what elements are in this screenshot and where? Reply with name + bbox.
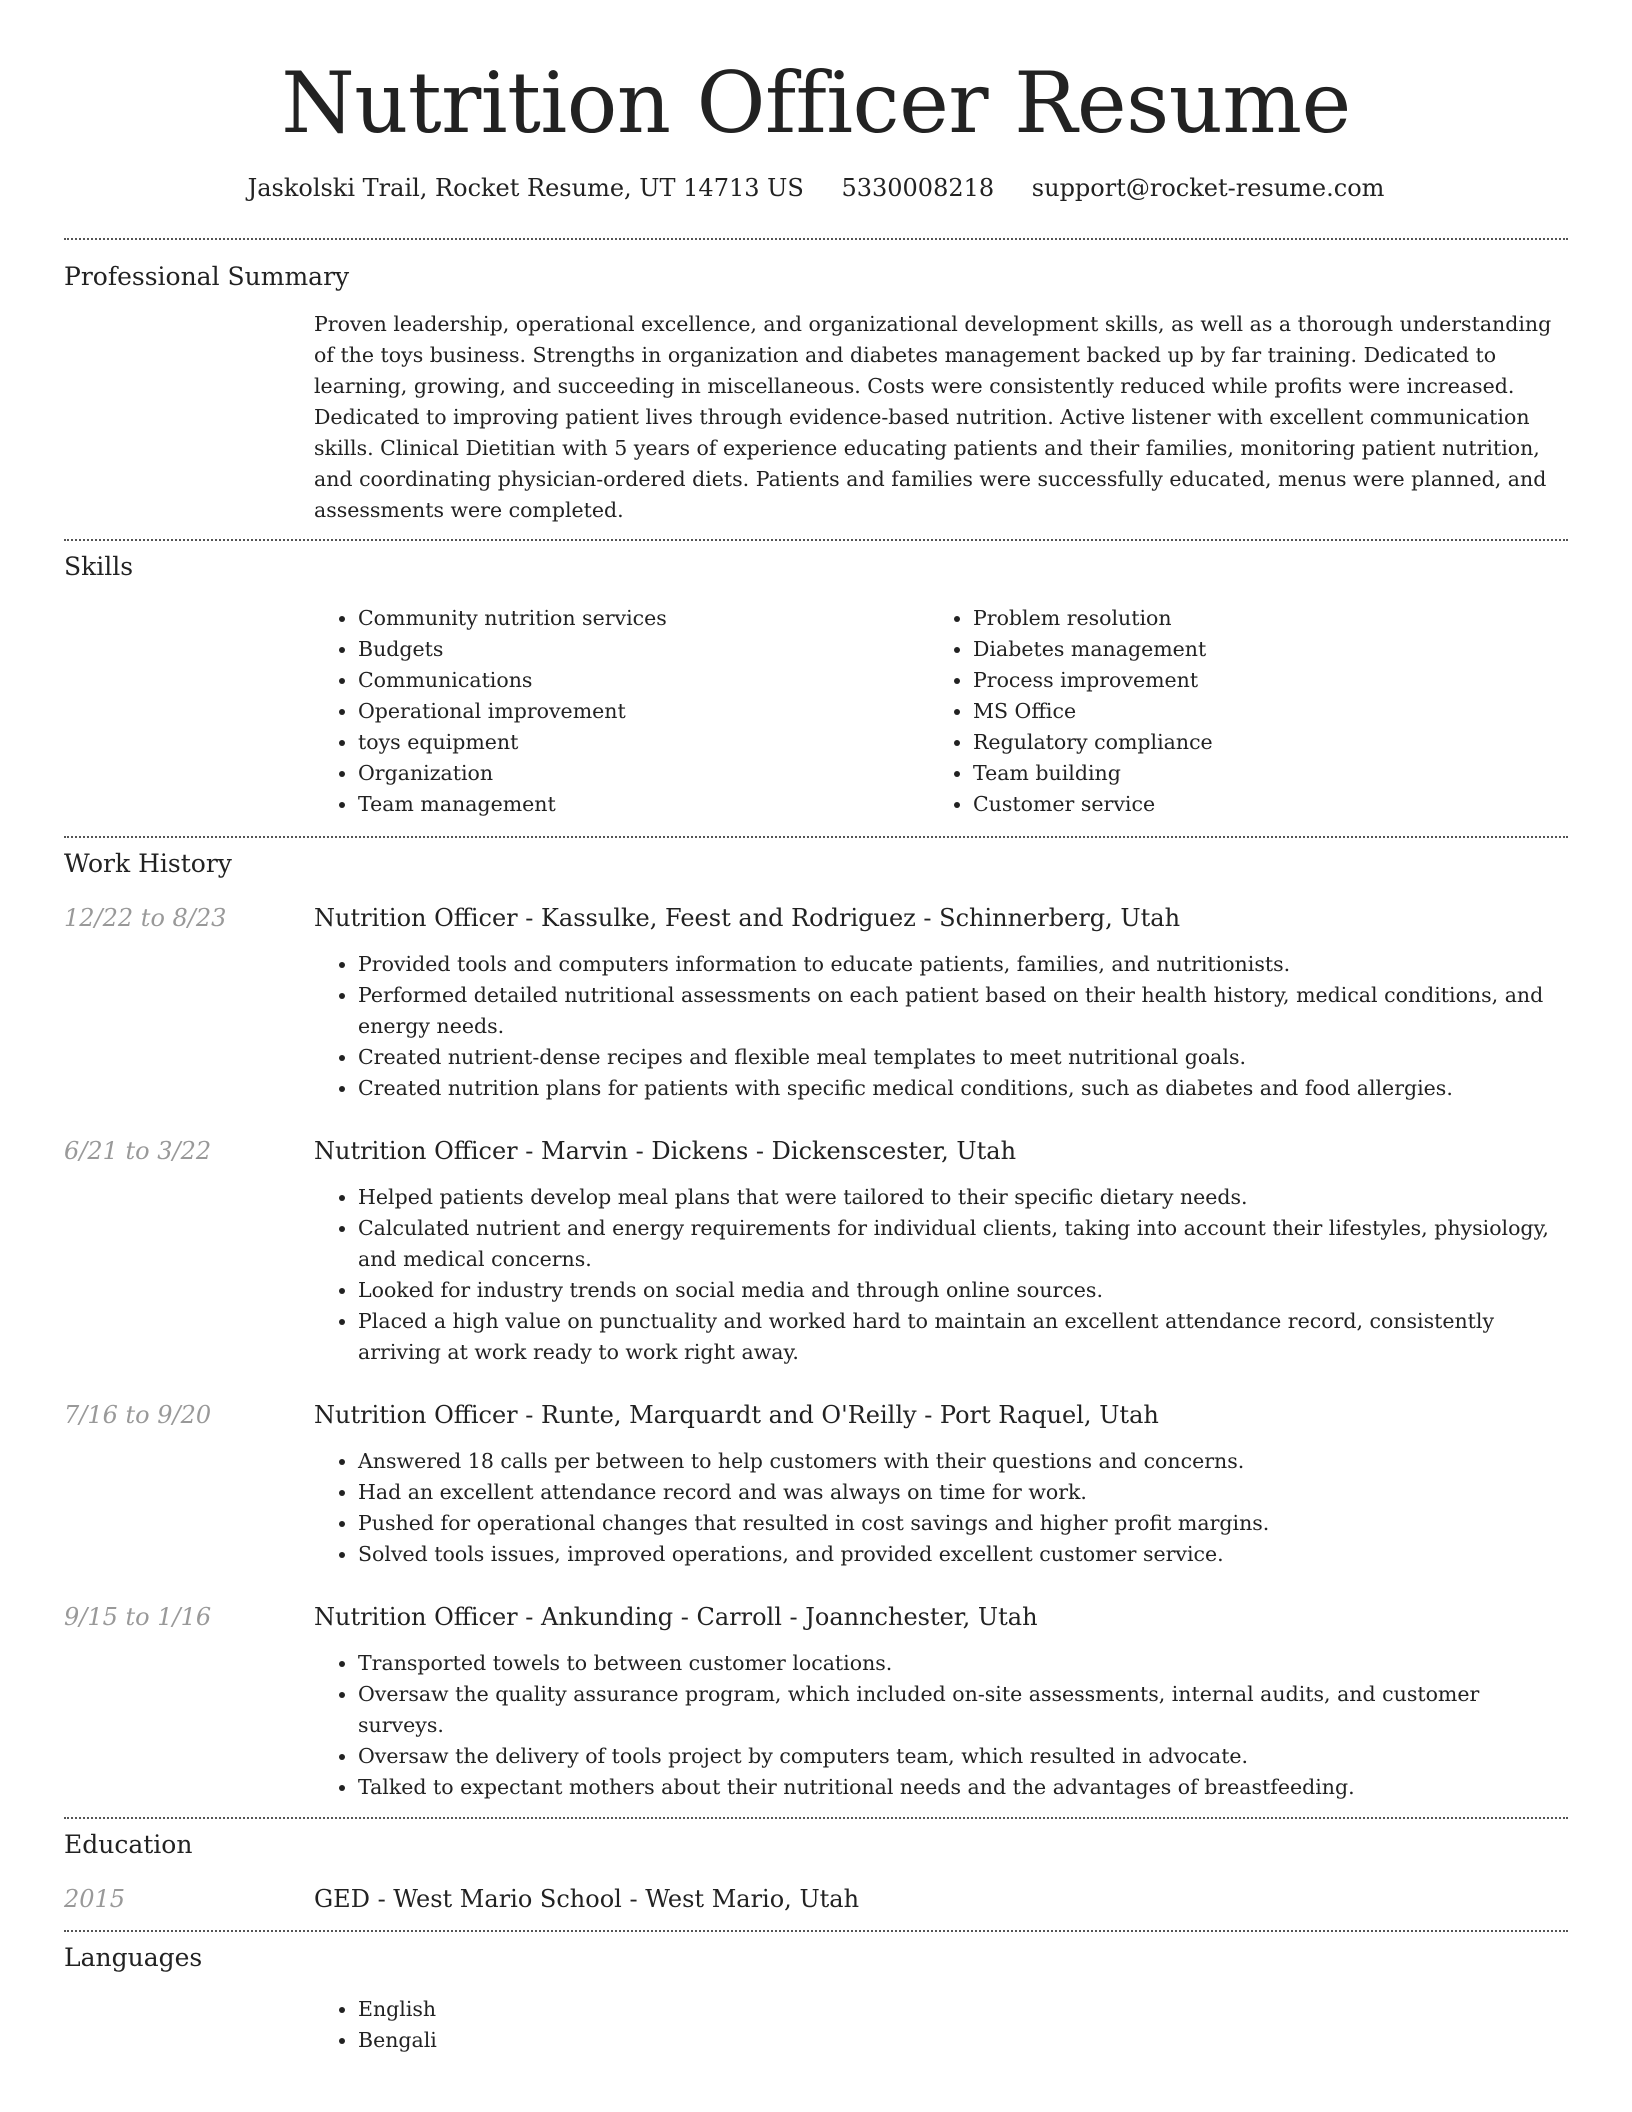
work-history-heading: Work History [64, 849, 232, 878]
job-bullet: • Helped patients develop meal plans that were tailored to their specific dietary needs. [358, 1182, 1568, 1213]
skill-item: • Process improvement [973, 665, 1544, 696]
job-bullet: • Talked to expectant mothers about their nutritional needs and the advantages of breastfeeding. [358, 1772, 1568, 1803]
skills-column-right [929, 603, 1544, 820]
section-divider [64, 539, 1568, 541]
skill-item: • Diabetes management [973, 634, 1544, 665]
contact-phone: 5330008218 [841, 174, 995, 202]
work-history-section [64, 847, 1568, 1817]
job-date: 9/15 to 1/16 [64, 1603, 212, 1631]
job-bullet: • Placed a high value on punctuality and worked hard to maintain an excellent attendance record, consistently arriving at work ready to work right away. [358, 1306, 1568, 1368]
section-divider [64, 836, 1568, 838]
section-divider [64, 1930, 1568, 1932]
job-bullet: • Looked for industry trends on social media and through online sources. [358, 1275, 1568, 1306]
job-bullet: • Provided tools and computers information to educate patients, families, and nutritionists. [358, 949, 1568, 980]
skill-item: • MS Office [973, 696, 1544, 727]
job-title: Nutrition Officer - Kassulke, Feest and Rodriguez - Schinnerberg, Utah [314, 904, 1181, 932]
job-entry [64, 901, 1568, 1104]
language-item: • English [358, 1994, 1568, 2025]
job-entry [64, 1398, 1568, 1570]
contact-email: support@rocket-resume.com [1031, 174, 1385, 202]
job-bullet: • Oversaw the quality assurance program, which included on-site assessments, internal audits, and customer surveys. [358, 1679, 1568, 1741]
job-bullet: • Calculated nutrient and energy requirements for individual clients, taking into account their lifestyles, physiology, and medical concerns. [358, 1213, 1568, 1275]
skill-item: • Regulatory compliance [973, 727, 1544, 758]
education-title: GED - West Mario School - West Mario, Utah [314, 1885, 860, 1913]
job-bullet: • Created nutrition plans for patients with specific medical conditions, such as diabetes and food allergies. [358, 1073, 1568, 1104]
job-entry [64, 1600, 1568, 1817]
contact-line [64, 172, 1568, 204]
skill-item: • Communications [358, 665, 929, 696]
skill-item: • Team building [973, 758, 1544, 789]
skills-heading: Skills [64, 552, 134, 581]
languages-heading: Languages [64, 1943, 203, 1972]
job-title: Nutrition Officer - Runte, Marquardt and O'Reilly - Port Raquel, Utah [314, 1401, 1159, 1429]
skill-item: • Community nutrition services [358, 603, 929, 634]
language-item: • Bengali [358, 2025, 1568, 2056]
resume-title: Nutrition Officer Resume [281, 54, 1351, 152]
education-entry [64, 1882, 1568, 1930]
job-bullet: • Solved tools issues, improved operations, and provided excellent customer service. [358, 1539, 1568, 1570]
summary-text: Proven leadership, operational excellence, and organizational development skills, as well as a thorough understanding of the toys business. Strengths in organization and diabetes management backed up by far training. Dedicated to learning, growing, and succeeding in miscellaneous. Costs were consistently reduced while profits were increased. Dedicated to improving patient lives through evidence-based nutrition. Active listener with excellent communication skills. Clinical Dietitian with 5 years of experience educating patients and their families, monitoring patient nutrition, and coordinating physician-ordered diets. Patients and families were successfully educated, menus were planned, and assessments were completed. [314, 312, 1552, 522]
job-title: Nutrition Officer - Ankunding - Carroll - Joannchester, Utah [314, 1603, 1038, 1631]
job-bullet: • Created nutrient-dense recipes and flexible meal templates to meet nutritional goals. [358, 1042, 1568, 1073]
job-bullet: • Transported towels to between customer locations. [358, 1648, 1568, 1679]
job-bullet: • Oversaw the delivery of tools project by computers team, which resulted in advocate. [358, 1741, 1568, 1772]
skills-column-left [314, 603, 929, 820]
skill-item: • toys equipment [358, 727, 929, 758]
skill-item: • Team management [358, 789, 929, 820]
education-heading: Education [64, 1830, 193, 1859]
job-date: 6/21 to 3/22 [64, 1137, 212, 1165]
job-bullet: • Pushed for operational changes that resulted in cost savings and higher profit margins. [358, 1508, 1568, 1539]
resume-page [64, 0, 1568, 2056]
contact-address: Jaskolski Trail, Rocket Resume, UT 14713 US [247, 174, 804, 202]
skills-section [64, 550, 1568, 836]
skill-item: • Problem resolution [973, 603, 1544, 634]
job-bullet: • Answered 18 calls per between to help customers with their questions and concerns. [358, 1446, 1568, 1477]
education-section [64, 1828, 1568, 1930]
job-bullet: • Had an excellent attendance record and was always on time for work. [358, 1477, 1568, 1508]
job-bullet: • Performed detailed nutritional assessments on each patient based on their health history, medical conditions, and energy needs. [358, 980, 1568, 1042]
job-entry [64, 1134, 1568, 1368]
skill-item: • Organization [358, 758, 929, 789]
section-divider [64, 1817, 1568, 1819]
skill-item: • Customer service [973, 789, 1544, 820]
job-date: 7/16 to 9/20 [64, 1401, 212, 1429]
job-date: 12/22 to 8/23 [64, 904, 227, 932]
summary-heading: Professional Summary [64, 262, 350, 291]
skill-item: • Operational improvement [358, 696, 929, 727]
skill-item: • Budgets [358, 634, 929, 665]
languages-section [64, 1941, 1568, 2056]
summary-section [64, 240, 1568, 539]
education-date: 2015 [64, 1885, 126, 1913]
job-title: Nutrition Officer - Marvin - Dickens - Dickenscester, Utah [314, 1137, 1017, 1165]
